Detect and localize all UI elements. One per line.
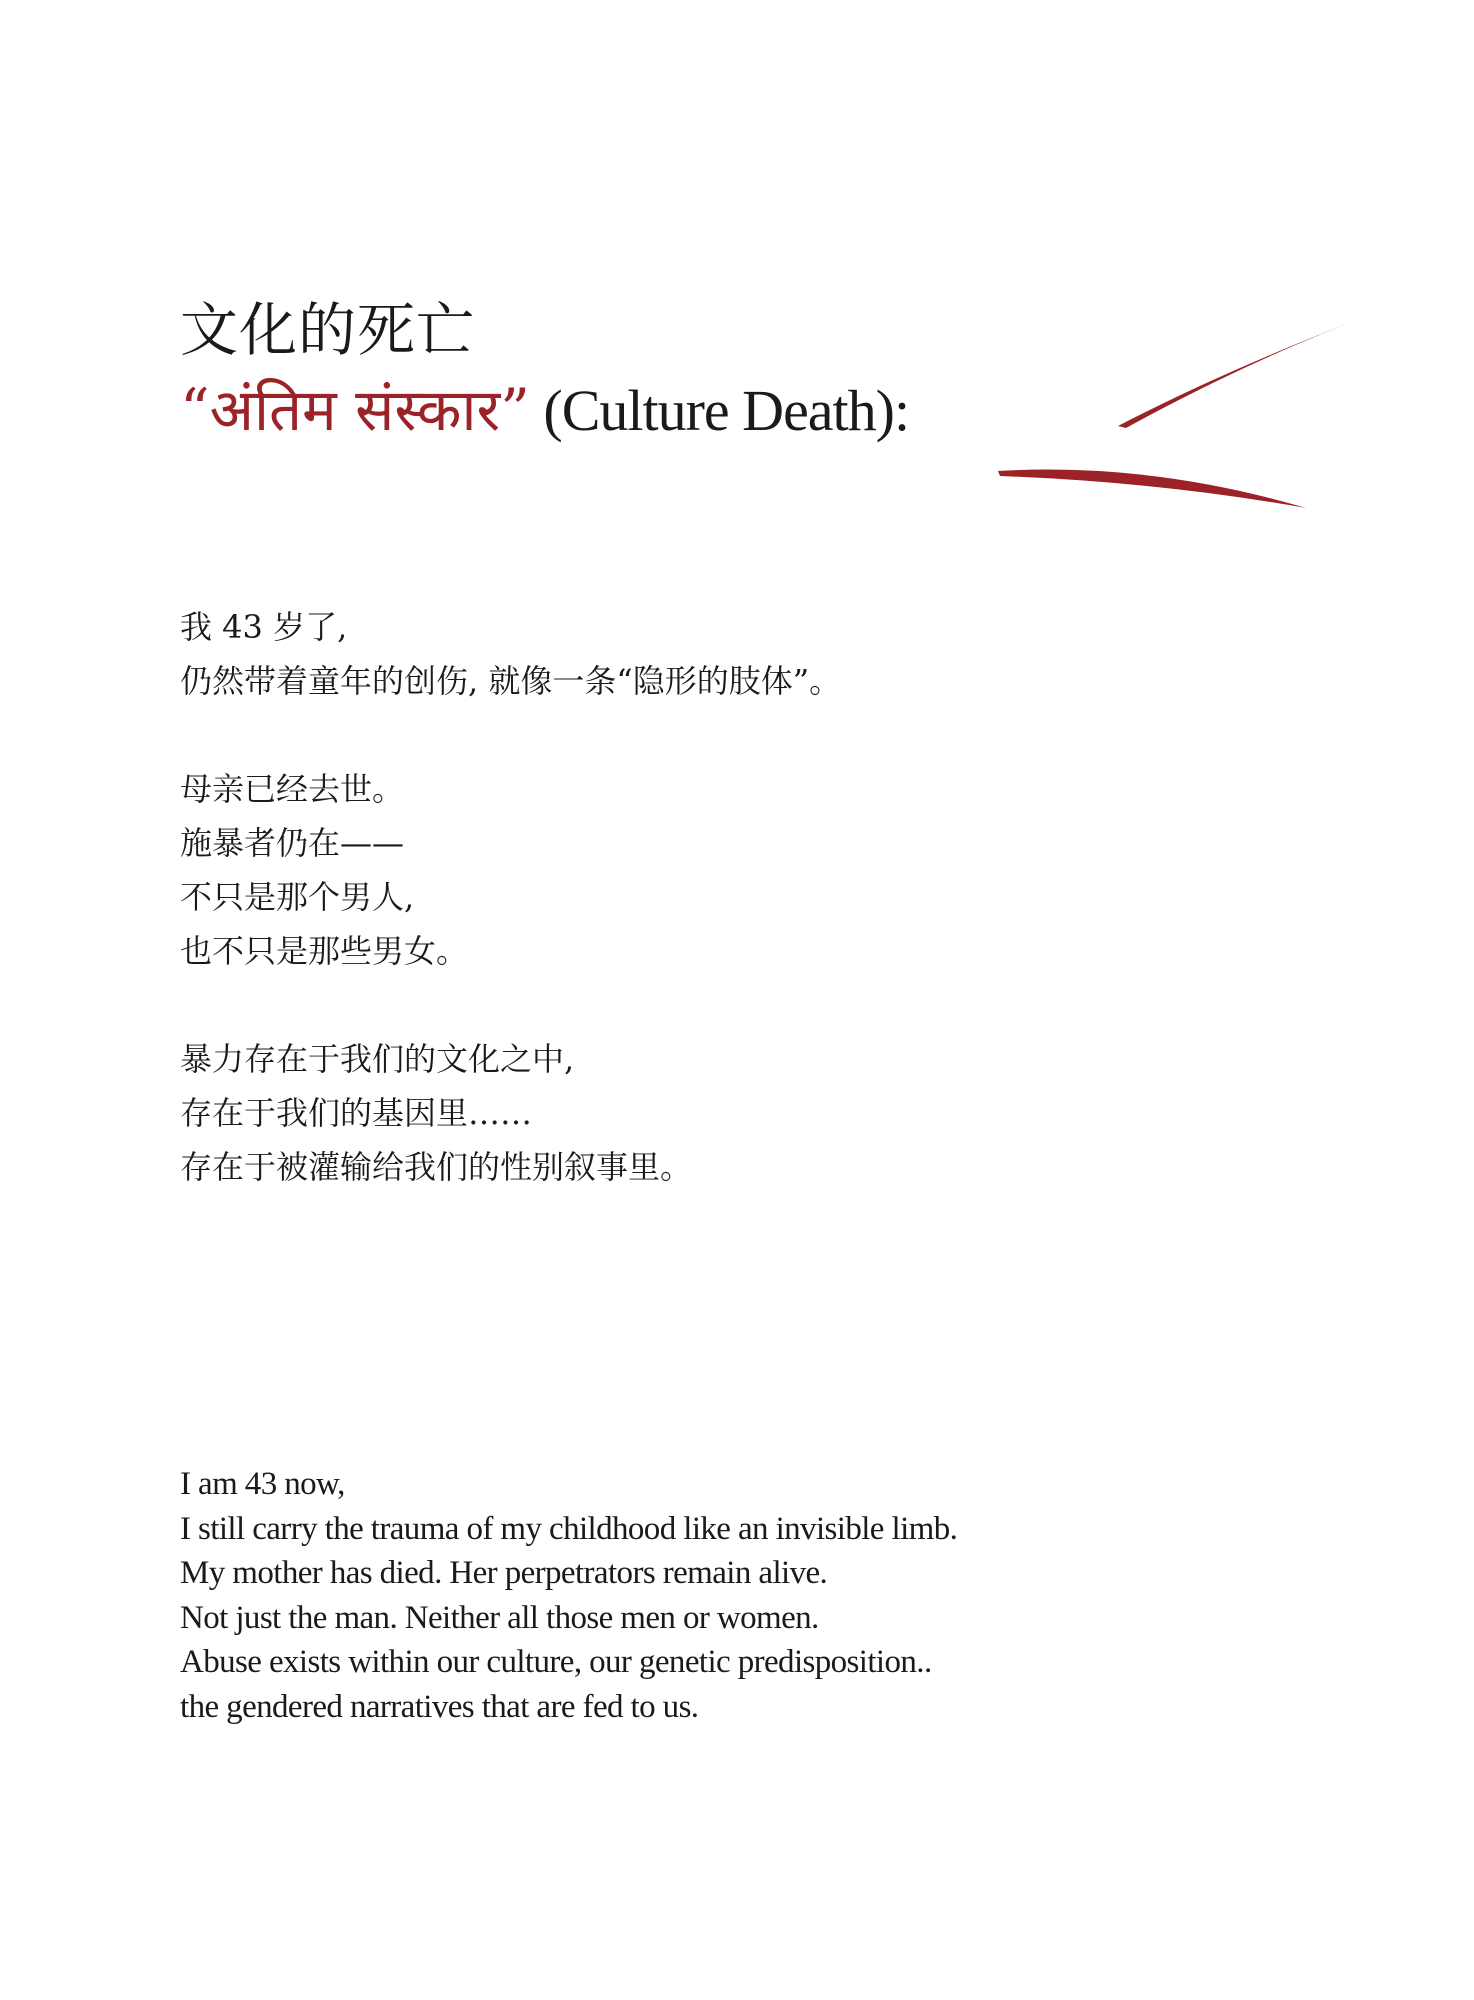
- chinese-line: 也不只是那些男女。: [180, 932, 469, 970]
- title-block: [180, 292, 909, 453]
- english-line: Abuse exists within our culture, our genetic predisposition..: [180, 1644, 932, 1680]
- english-line: My mother has died. Her perpetrators remain alive.: [180, 1555, 828, 1591]
- chinese-line: 存在于我们的基因里……: [180, 1094, 533, 1132]
- chinese-line: 存在于被灌输给我们的性别叙事里。: [180, 1148, 693, 1186]
- chinese-line: 我 43 岁了,: [180, 608, 348, 646]
- chinese-line: 施暴者仍在——: [180, 824, 405, 862]
- chinese-line: 不只是那个男人,: [180, 878, 415, 916]
- chinese-stanza-2: [180, 762, 841, 978]
- title-english: (Culture Death):: [529, 378, 910, 443]
- chinese-stanza-1: [180, 600, 841, 708]
- chinese-stanza-3: [180, 1032, 841, 1194]
- chinese-poem: [180, 600, 841, 1194]
- title-hindi: “अंतिम संस्कार”: [180, 376, 530, 444]
- brush-stroke-lower: [998, 470, 1306, 508]
- title-line-two: [180, 368, 909, 453]
- chinese-line: 暴力存在于我们的文化之中,: [180, 1040, 575, 1078]
- english-line: I still carry the trauma of my childhood like an invisible limb.: [180, 1510, 958, 1547]
- chinese-line: 母亲已经去世。: [180, 770, 405, 808]
- title-chinese: 文化的死亡: [180, 296, 476, 364]
- brush-stroke-upper: [1118, 315, 1370, 428]
- chinese-line: 仍然带着童年的创伤, 就像一条“隐形的肢体”。: [180, 662, 842, 700]
- english-line: Not just the man. Neither all those men or women.: [180, 1599, 819, 1636]
- english-line: I am 43 now,: [180, 1466, 345, 1502]
- english-poem: [180, 1462, 957, 1729]
- english-line: the gendered narratives that are fed to us.: [180, 1688, 699, 1725]
